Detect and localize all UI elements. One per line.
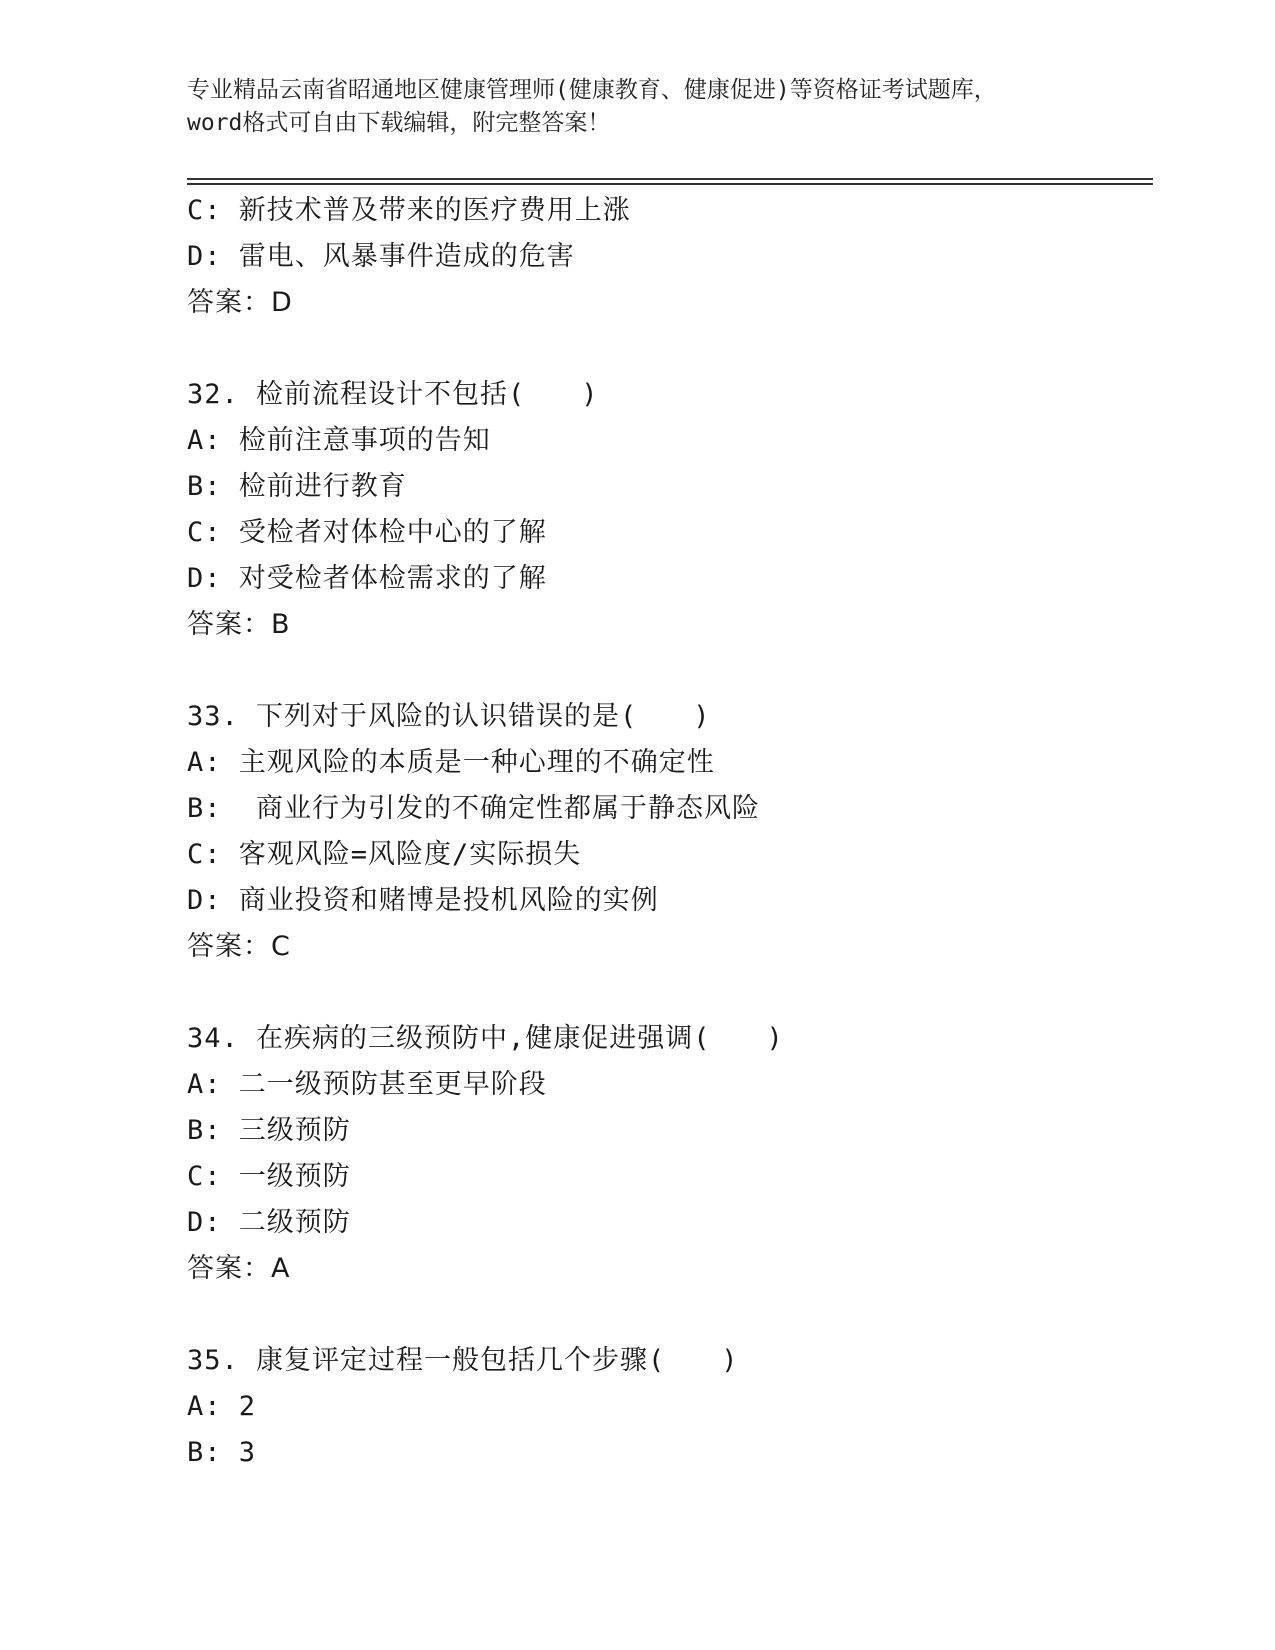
question-stem: 34. 在疾病的三级预防中,健康促进强调( ) [187,1023,784,1054]
option-d: D: 雷电、风暴事件造成的危害 [187,241,575,272]
header-rule-bottom [187,183,1153,185]
option-b: B: 三级预防 [187,1115,351,1146]
spacer [187,970,1147,1016]
option-c: C: 受检者对体检中心的了解 [187,517,547,548]
question-block-35 [187,1338,1147,1476]
option-c: C: 客观风险=风险度/实际损失 [187,839,582,870]
document-header [187,74,1087,140]
option-b: B: 检前进行教育 [187,471,407,502]
answer-line: 答案：B [187,609,291,640]
question-block-32 [187,372,1147,648]
question-block-34 [187,1016,1147,1292]
option-c: C: 新技术普及带来的医疗费用上涨 [187,195,631,226]
question-stem: 35. 康复评定过程一般包括几个步骤( ) [187,1345,739,1376]
answer-line: 答案：D [187,287,293,318]
spacer [187,648,1147,694]
question-stem: 32. 检前流程设计不包括( ) [187,379,599,410]
question-block-33 [187,694,1147,970]
question-list [187,188,1147,1476]
question-block-31-continued [187,188,1147,326]
option-a: A: 主观风险的本质是一种心理的不确定性 [187,747,715,778]
option-a: A: 2 [187,1391,257,1422]
header-rule-top [187,178,1153,180]
option-d: D: 商业投资和赌博是投机风险的实例 [187,885,659,916]
answer-line: 答案：A [187,1253,291,1284]
option-d: D: 对受检者体检需求的了解 [187,563,547,594]
header-line-2: word格式可自由下载编辑，附完整答案！ [187,110,611,136]
question-stem: 33. 下列对于风险的认识错误的是( ) [187,701,711,732]
answer-line: 答案：C [187,931,291,962]
option-d: D: 二级预防 [187,1207,351,1238]
header-line-1: 专业精品云南省昭通地区健康管理师(健康教育、健康促进)等资格证考试题库， [187,77,997,103]
spacer [187,1292,1147,1338]
spacer [187,326,1147,372]
option-b: B: 商业行为引发的不确定性都属于静态风险 [187,793,761,824]
option-a: A: 二一级预防甚至更早阶段 [187,1069,547,1100]
option-b: B: 3 [187,1437,257,1468]
option-c: C: 一级预防 [187,1161,351,1192]
option-a: A: 检前注意事项的告知 [187,425,491,456]
